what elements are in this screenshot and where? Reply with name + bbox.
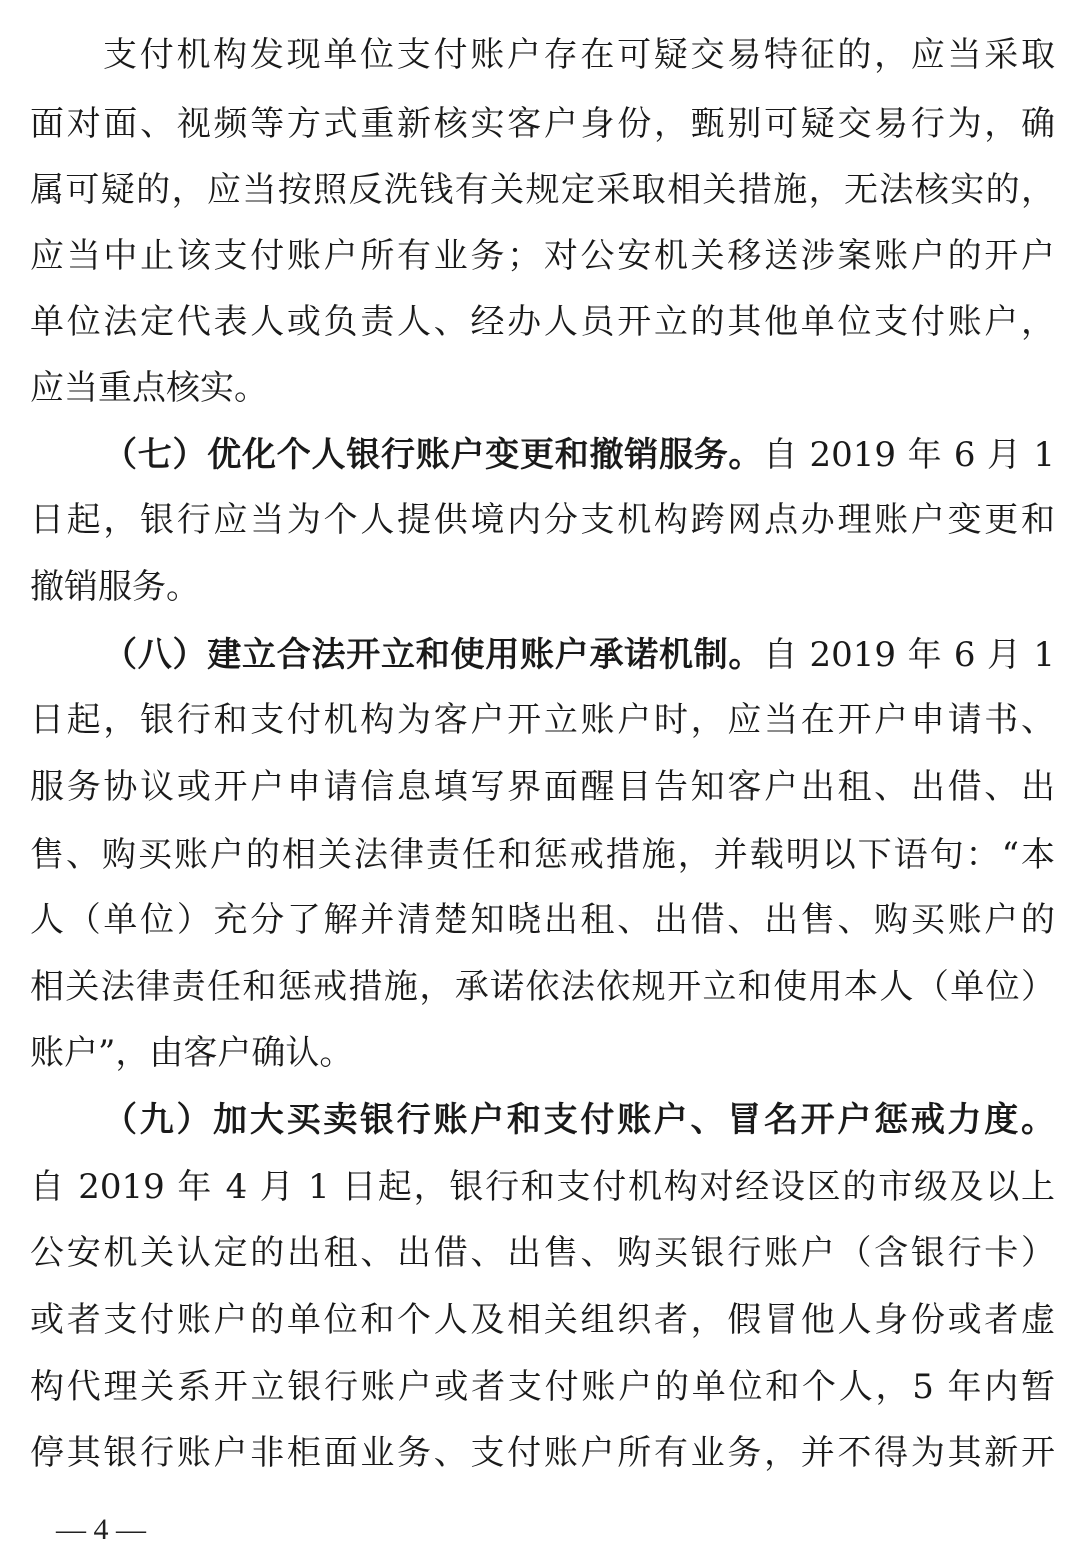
section-8-heading: （八）建立合法开立和使用账户承诺机制。 — [103, 635, 764, 675]
paragraph-1-line-2: 面对面、视频等方式重新核实客户身份，甄别可疑交易行为，确 — [30, 104, 1055, 144]
section-9-line-2: 自 2019 年 4 月 1 日起，银行和支付机构对经设区的市级及以上 — [30, 1167, 1055, 1207]
section-8-line-2: 日起，银行和支付机构为客户开立账户时，应当在开户申请书、 — [30, 700, 1055, 740]
paragraph-1-line-3: 属可疑的，应当按照反洗钱有关规定采取相关措施，无法核实的， — [30, 170, 1055, 210]
page-number: — 4 — — [56, 1513, 146, 1546]
section-7-line-3: 撤销服务。 — [30, 567, 200, 607]
section-7-first-line-text: 自 2019 年 6 月 1 — [763, 435, 1055, 475]
section-9-line-5: 构代理关系开立银行账户或者支付账户的单位和个人，5 年内暂 — [30, 1367, 1055, 1407]
section-9-line-4: 或者支付账户的单位和个人及相关组织者，假冒他人身份或者虚 — [30, 1300, 1055, 1340]
paragraph-1-line-4: 应当中止该支付账户所有业务；对公安机关移送涉案账户的开户 — [30, 236, 1055, 276]
section-8-first-line — [103, 630, 1055, 680]
section-9-line-3: 公安机关认定的出租、出借、出售、购买银行账户（含银行卡） — [30, 1233, 1055, 1273]
section-7-line-2: 日起，银行应当为个人提供境内分支机构跨网点办理账户变更和 — [30, 500, 1055, 540]
section-8-line-4: 售、购买账户的相关法律责任和惩戒措施，并载明以下语句：“本 — [30, 835, 1055, 875]
section-8-first-line-text: 自 2019 年 6 月 1 — [763, 635, 1055, 675]
section-9-heading: （九）加大买卖银行账户和支付账户、冒名开户惩戒力度。 — [103, 1100, 1055, 1140]
section-8-line-3: 服务协议或开户申请信息填写界面醒目告知客户出租、出借、出 — [30, 767, 1055, 807]
section-8-line-7: 账户”，由客户确认。 — [30, 1033, 354, 1073]
section-8-line-6: 相关法律责任和惩戒措施，承诺依法依规开立和使用本人（单位） — [30, 967, 1055, 1007]
paragraph-1-line-1: 支付机构发现单位支付账户存在可疑交易特征的，应当采取 — [103, 35, 1055, 75]
section-8-line-5: 人（单位）充分了解并清楚知晓出租、出借、出售、购买账户的 — [30, 900, 1055, 940]
paragraph-1-line-5: 单位法定代表人或负责人、经办人员开立的其他单位支付账户， — [30, 302, 1055, 342]
section-9-line-6: 停其银行账户非柜面业务、支付账户所有业务，并不得为其新开 — [30, 1433, 1055, 1473]
section-7-first-line — [103, 430, 1055, 480]
paragraph-1-line-6: 应当重点核实。 — [30, 368, 268, 408]
section-7-heading: （七）优化个人银行账户变更和撤销服务。 — [103, 435, 764, 475]
